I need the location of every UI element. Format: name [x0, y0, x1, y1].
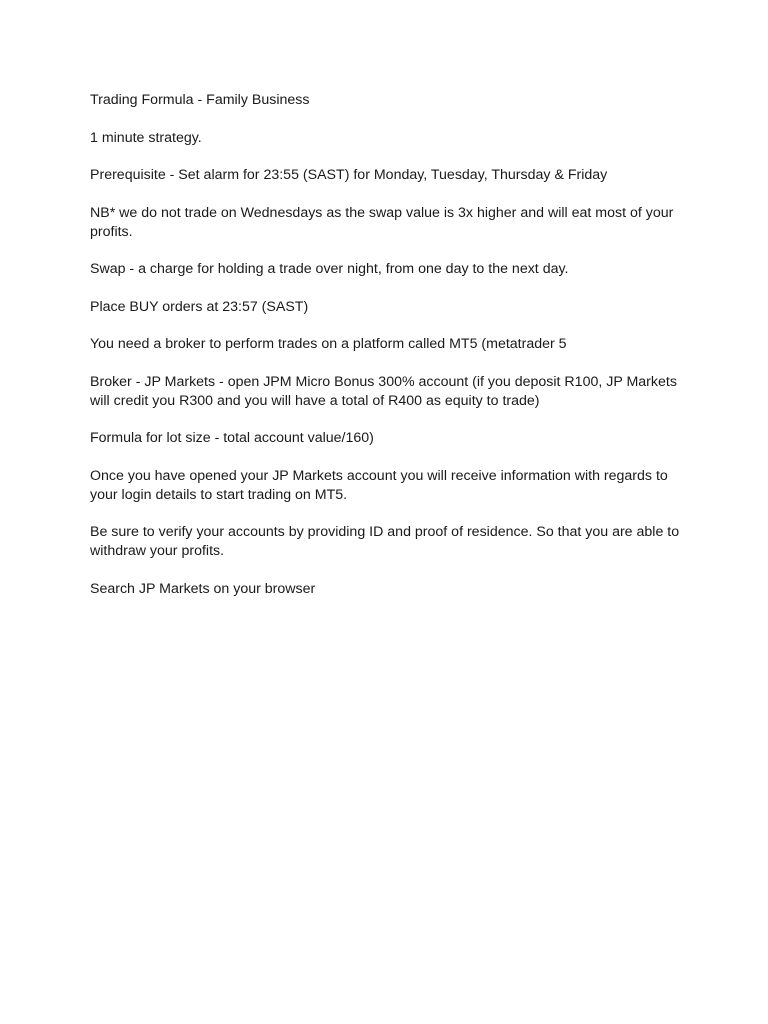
- swap-definition: Swap - a charge for holding a trade over night, from one day to the next day.: [90, 261, 569, 277]
- wednesday-note: NB* we do not trade on Wednesdays as the swap value is 3x higher and will eat most of your profits.: [90, 204, 674, 240]
- document-body: [90, 91, 680, 617]
- strategy-line: 1 minute strategy.: [90, 129, 202, 146]
- broker-platform-note: You need a broker to perform trades on a platform called MT5 (metatrader 5: [90, 336, 567, 352]
- search-instruction: Search JP Markets on your browser: [90, 580, 316, 597]
- account-info-note: Once you have opened your JP Markets account you will receive information with regards to your login details to start trading on MT5.: [90, 467, 668, 503]
- verification-note: Be sure to verify your accounts by providing ID and proof of residence. So that you are able to withdraw your profits.: [90, 524, 680, 559]
- broker-account-note: Broker - JP Markets - open JPM Micro Bonus 300% account (if you deposit R100, JP Markets will credit you R300 and you will have a total of R400 as equity to trade): [90, 373, 677, 409]
- prerequisite-line: Prerequisite - Set alarm for 23:55 (SAST) for Monday, Tuesday, Thursday & Friday: [90, 167, 608, 183]
- buy-order-time: Place BUY orders at 23:57 (SAST): [90, 298, 309, 315]
- document-title: Trading Formula - Family Business: [90, 92, 310, 108]
- lot-size-formula: Formula for lot size - total account value/160): [90, 430, 374, 446]
